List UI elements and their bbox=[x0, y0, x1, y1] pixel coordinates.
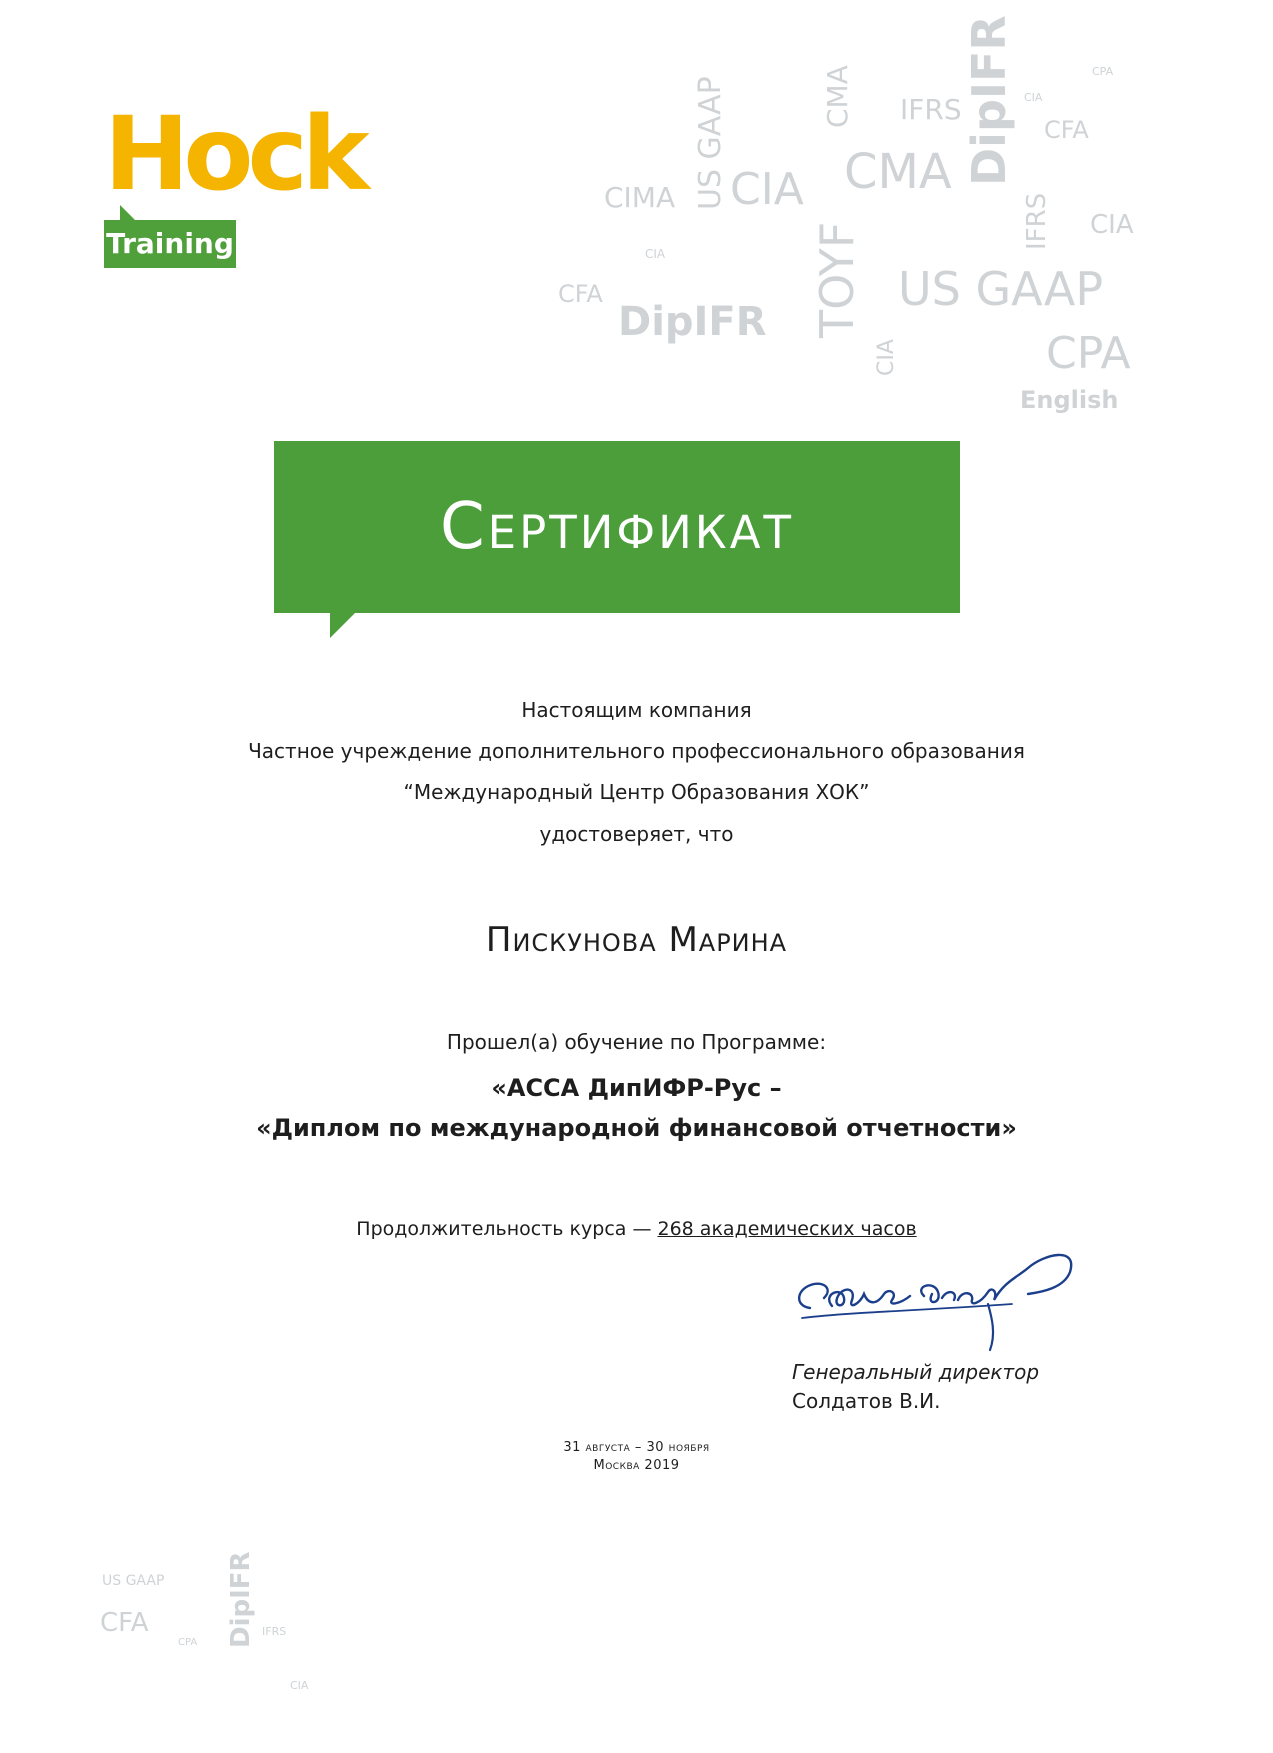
watermark-text: CIA bbox=[645, 247, 666, 261]
banner-speech-tail bbox=[330, 612, 356, 638]
recipient-name: Пискунова Марина bbox=[485, 920, 788, 960]
watermark-text: IFRS bbox=[262, 1625, 287, 1638]
watermark-text: DipIFR bbox=[618, 299, 767, 345]
logo-bubble-tail bbox=[120, 205, 136, 221]
logo-hock-word: Hock bbox=[104, 95, 364, 214]
intro-line: Настоящим компания bbox=[521, 698, 752, 722]
organization-type: Частное учреждение дополнительного профессионального образования bbox=[248, 739, 1025, 763]
watermark-text: CFA bbox=[558, 280, 603, 308]
course-dates: 31 августа – 30 ноября bbox=[563, 1440, 710, 1455]
watermark-text: CIA bbox=[290, 1679, 309, 1692]
watermark-text: CFA bbox=[1044, 116, 1089, 144]
course-duration bbox=[0, 1218, 1273, 1240]
signatory-name: Солдатов В.И. bbox=[792, 1389, 941, 1413]
watermark-text: IFRS bbox=[900, 93, 962, 126]
certifies-line: удостоверяет, что bbox=[539, 822, 734, 846]
watermark-text: US GAAP bbox=[898, 262, 1104, 316]
logo-training-badge: Training bbox=[104, 220, 236, 268]
watermark-text: CPA bbox=[178, 1637, 198, 1648]
program-intro: Прошел(а) обучение по Программе: bbox=[446, 1030, 827, 1054]
watermark-text: English bbox=[1020, 386, 1119, 414]
watermark-text: CMA bbox=[821, 65, 854, 128]
watermark-text: CIMA bbox=[604, 181, 676, 214]
program-title-line-2: «Диплом по международной финансовой отчетности» bbox=[256, 1114, 1017, 1142]
certificate-title: Сертификат bbox=[439, 490, 795, 564]
watermark-text: CPA bbox=[1092, 65, 1114, 78]
watermark-text: US GAAP bbox=[693, 76, 728, 210]
handwritten-signature bbox=[792, 1248, 1102, 1358]
place-year: Москва 2019 bbox=[593, 1458, 680, 1473]
duration-label: Продолжительность курса — bbox=[356, 1218, 658, 1240]
watermark-text: TOYF bbox=[810, 221, 864, 338]
duration-value: 268 академических часов bbox=[657, 1218, 917, 1240]
watermark-text: IFRS bbox=[1022, 192, 1052, 250]
organization-name: “Международный Центр Образования ХОК” bbox=[403, 780, 870, 804]
watermark-text: DipIFR bbox=[962, 15, 1016, 186]
watermark-text: CFA bbox=[100, 1608, 149, 1638]
watermark-text: CIA bbox=[1090, 210, 1134, 240]
watermark-text: CMA bbox=[844, 144, 952, 200]
signatory-role: Генеральный директор bbox=[792, 1360, 1040, 1384]
watermark-text: CIA bbox=[730, 164, 804, 215]
program-title-line-1: «ACCA ДипИФР-Рус – bbox=[491, 1074, 782, 1102]
watermark-text: CIA bbox=[874, 339, 899, 376]
watermark-text: CPA bbox=[1046, 328, 1131, 379]
watermark-text: DipIFR bbox=[226, 1551, 256, 1648]
watermark-text: CIA bbox=[1024, 91, 1043, 104]
watermark-text: US GAAP bbox=[102, 1573, 165, 1589]
